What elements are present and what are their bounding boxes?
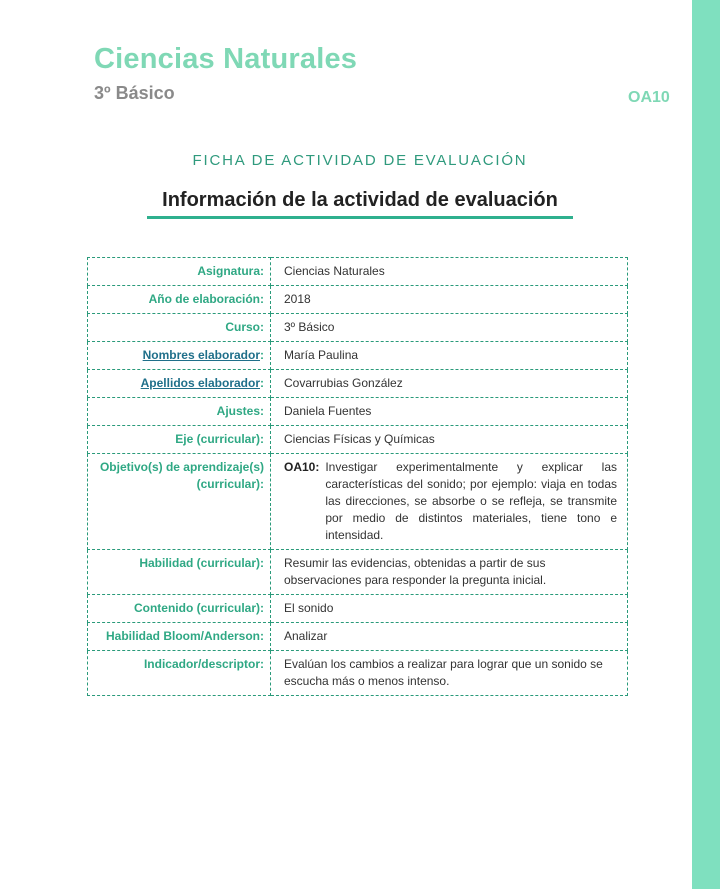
anio-label: Año de elaboración: — [88, 286, 271, 314]
nombres-value: María Paulina — [271, 342, 628, 370]
objetivo-cell — [271, 454, 628, 550]
section-title: Información de la actividad de evaluación — [162, 189, 558, 211]
curso-label: Curso: — [88, 314, 271, 342]
grade-subtitle: 3º Básico — [94, 83, 175, 103]
nombres-label: Nombres elaborador — [142, 348, 260, 362]
table-row — [88, 651, 628, 696]
nombres-label-cell — [88, 342, 271, 370]
table-row — [88, 398, 628, 426]
table-row — [88, 623, 628, 651]
table-row — [88, 454, 628, 550]
activity-info-table — [87, 257, 628, 696]
table-row — [88, 314, 628, 342]
table-row — [88, 342, 628, 370]
habilidad-label: Habilidad (curricular): — [88, 550, 271, 595]
ajustes-label: Ajustes: — [88, 398, 271, 426]
asignatura-label: Asignatura: — [88, 258, 271, 286]
bloom-value: Analizar — [271, 623, 628, 651]
indicador-label: Indicador/descriptor: — [88, 651, 271, 696]
eje-value: Ciencias Físicas y Químicas — [271, 426, 628, 454]
objetivo-label: Objetivo(s) de aprendizaje(s) (curricular): — [88, 454, 271, 550]
subject-title: Ciencias Naturales — [94, 43, 358, 75]
anio-value: 2018 — [271, 286, 628, 314]
table-row — [88, 595, 628, 623]
table-row — [88, 370, 628, 398]
nombres-colon: : — [260, 348, 264, 362]
decorative-side-bar — [692, 0, 720, 889]
table-row — [88, 258, 628, 286]
eje-label: Eje (curricular): — [88, 426, 271, 454]
table-row — [88, 286, 628, 314]
table-row — [88, 426, 628, 454]
indicador-value: Evalúan los cambios a realizar para lograr que un sonido se escucha más o menos intenso. — [271, 651, 628, 696]
objetivo-content — [284, 459, 617, 544]
asignatura-value: Ciencias Naturales — [271, 258, 628, 286]
apellidos-colon: : — [260, 376, 264, 390]
section-title-underline — [147, 216, 573, 219]
curso-value: 3º Básico — [271, 314, 628, 342]
apellidos-value: Covarrubias González — [271, 370, 628, 398]
contenido-label: Contenido (curricular): — [88, 595, 271, 623]
contenido-value: El sonido — [271, 595, 628, 623]
table-row — [88, 550, 628, 595]
ficha-title: FICHA DE ACTIVIDAD DE EVALUACIÓN — [192, 152, 528, 169]
objetivo-value: Investigar experimentalmente y explicar las características del sonido; por ejemplo: viaja en todas las direcciones, se absorbe o se refleja, se transmite por medio de distintos materiales, tiene tono e intensidad. — [325, 460, 617, 542]
ajustes-value: Daniela Fuentes — [271, 398, 628, 426]
habilidad-value: Resumir las evidencias, obtenidas a partir de sus observaciones para responder la pregunta inicial. — [271, 550, 628, 595]
bloom-label: Habilidad Bloom/Anderson: — [88, 623, 271, 651]
apellidos-label: Apellidos elaborador — [140, 376, 260, 390]
apellidos-label-cell — [88, 370, 271, 398]
objective-code: OA10 — [628, 89, 670, 106]
objetivo-code: OA10: — [284, 460, 320, 474]
